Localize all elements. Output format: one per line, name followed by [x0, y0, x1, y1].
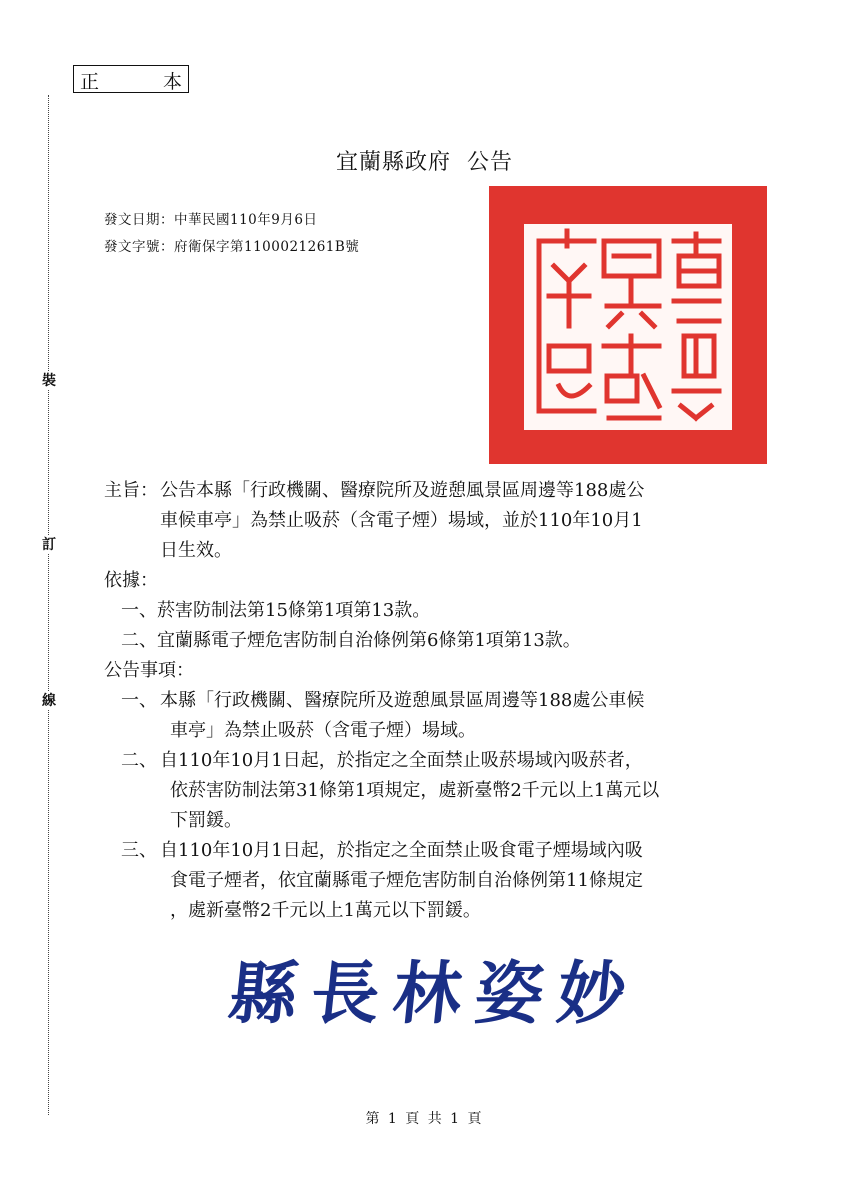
page-title [0, 145, 849, 176]
badge-left-char: 正 [80, 71, 100, 93]
subject-line: 公告本縣「行政機關、醫療院所及遊憩風景區周邊等188處公 [160, 480, 645, 501]
document-body [104, 476, 764, 926]
notice-item [104, 686, 764, 746]
subject-line: 車候車亭」為禁止吸菸（含電子煙）場域，並於110年10月1 [160, 510, 643, 531]
notice-line: 車亭」為禁止吸菸（含電子煙）場域。 [170, 720, 476, 741]
issue-date: 發文日期：中華民國110年9月6日 [104, 212, 318, 228]
subject-section [104, 476, 764, 566]
badge-right-char: 本 [162, 71, 182, 93]
notice-line: 自110年10月1日起，於指定之全面禁止吸菸場域內吸菸者， [160, 750, 643, 771]
notice-item [104, 836, 764, 926]
notice-item [104, 746, 764, 836]
basis-item: 二、宜蘭縣電子煙危害防制自治條例第6條第1項第13款。 [121, 630, 581, 651]
binding-mark-zhuang: 裝 [42, 373, 56, 389]
notice-line: ，處新臺幣2千元以上1萬元以下罰鍰。 [170, 900, 481, 921]
subject-label: 主旨： [104, 480, 158, 501]
document-type: 公告 [467, 150, 514, 175]
seal-glyphs [489, 186, 767, 464]
binding-mark-ding: 訂 [42, 537, 56, 553]
notice-line: 本縣「行政機關、醫療院所及遊憩風景區周邊等188處公車候 [160, 690, 645, 711]
notice-item-number: 三、 [121, 840, 157, 861]
binding-line [48, 95, 49, 1115]
notice-line: 食電子煙者，依宜蘭縣電子煙危害防制自治條例第11條規定 [170, 870, 643, 891]
official-seal [489, 186, 767, 464]
basis-item: 一、菸害防制法第15條第1項第13款。 [121, 600, 431, 621]
issuing-org: 宜蘭縣政府 [335, 150, 451, 175]
subject-line: 日生效。 [160, 540, 232, 561]
signature-text: 縣長林姿妙 [225, 954, 644, 1034]
original-copy-badge [73, 65, 189, 93]
signature-stamp [225, 940, 700, 1040]
notice-label: 公告事項： [104, 660, 194, 681]
document-number: 發文字號：府衛保字第1100021261B號 [104, 239, 360, 255]
binding-mark-xian: 線 [42, 693, 56, 709]
page-footer: 第 1 頁 共 1 頁 [365, 1111, 484, 1127]
notice-line: 依菸害防制法第31條第1項規定，處新臺幣2千元以上1萬元以 [170, 780, 660, 801]
notice-line: 自110年10月1日起，於指定之全面禁止吸食電子煙場域內吸 [160, 840, 643, 861]
basis-label: 依據： [104, 570, 158, 591]
notice-item-number: 二、 [121, 750, 157, 771]
notice-item-number: 一、 [121, 690, 157, 711]
notice-line: 下罰鍰。 [170, 810, 242, 831]
